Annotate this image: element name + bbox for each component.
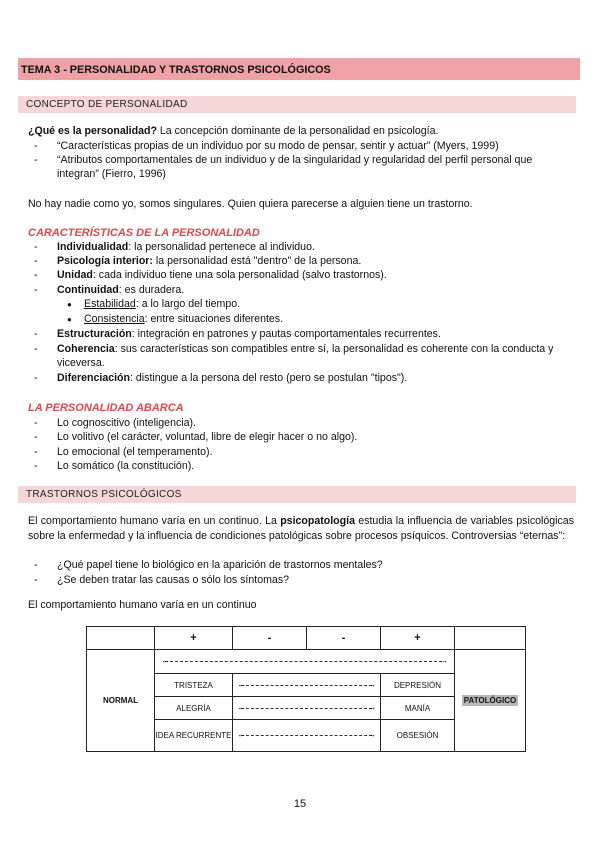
dash: -	[34, 417, 38, 429]
dash: -	[34, 460, 38, 472]
dash: -	[34, 140, 38, 152]
row-left: ALEGRÍA	[155, 697, 233, 720]
patologico-cell	[455, 650, 526, 752]
controversia-item: ¿Se deben tratar las causas o sólo los síntomas?	[57, 574, 290, 586]
psicopatologia-paragraph: El comportamiento humano varía en un continuo. La psicopatología estudia la influencia de variables psicológicas sobre la enfermedad y la influencia de condiciones patológicas sobre procesos psíquicos. Controversias “eternas”:	[28, 515, 574, 542]
section-header-trastornos	[18, 486, 576, 503]
bullet-icon: ●	[67, 315, 72, 324]
page-number: 15	[293, 798, 307, 810]
definition-2: “Atributos comportamentales de un individuo y de la singularidad y regularidad del perfil personal que	[57, 154, 533, 166]
dash: -	[34, 446, 38, 458]
sub-item: Consistencia: entre situaciones diferentes.	[84, 313, 284, 325]
abarca-heading: LA PERSONALIDAD ABARCA	[28, 402, 184, 414]
dash: -	[34, 328, 38, 340]
carac-item: Coherencia: sus características son compatibles entre sí, la personalidad es coherente con la conducta y	[57, 343, 554, 355]
dash: -	[34, 269, 38, 281]
dash: -	[34, 154, 38, 166]
dash: -	[34, 574, 38, 586]
dash: -	[34, 372, 38, 384]
sub-item: Estabilidad: a lo largo del tiempo.	[84, 298, 241, 310]
carac-item: Continuidad: es duradera.	[57, 284, 185, 296]
main-continuum-arrow: ← →	[155, 650, 455, 674]
bullet-icon: ●	[67, 300, 72, 309]
controversia-item: ¿Qué papel tiene lo biológico en la aparición de trastornos mentales?	[57, 559, 383, 571]
carac-item: Psicología interior: la personalidad está "dentro" de la persona.	[57, 255, 362, 267]
carac-item: Individualidad: la personalidad pertenece al individuo.	[57, 241, 315, 253]
page-title: TEMA 3 - PERSONALIDAD Y TRASTORNOS PSICOLÓGICOS	[21, 64, 331, 76]
question-line	[28, 125, 438, 138]
abarca-item: Lo somático (la constitución).	[57, 460, 195, 472]
dash: -	[34, 284, 38, 296]
definition-2-cont: integran” (Fierro, 1996)	[57, 168, 166, 180]
carac-item-cont: viceversa.	[57, 357, 105, 369]
definition-1: “Características propias de un individuo por su modo de pensar, sentir y actuar” (Myers, 1999)	[57, 140, 499, 152]
header-minus: -	[233, 627, 307, 650]
row-arrow: ← →	[233, 720, 381, 752]
row-right: OBSESIÓN	[381, 720, 455, 752]
abarca-item: Lo emocional (el temperamento).	[57, 446, 213, 458]
singular-statement: No hay nadie como yo, somos singulares. Quien quiera parecerse a alguien tiene un trastorno.	[28, 198, 473, 210]
row-left: IDEA RECURRENTE	[155, 720, 233, 752]
row-arrow: ← →	[233, 674, 381, 697]
row-right: DEPRESIÓN	[381, 674, 455, 697]
title-bar	[18, 58, 580, 80]
section-title: CONCEPTO DE PERSONALIDAD	[26, 99, 188, 110]
dash: -	[34, 431, 38, 443]
continuum-table	[86, 626, 526, 752]
question-bold: ¿Qué es la personalidad?	[28, 125, 157, 137]
dash: -	[34, 255, 38, 267]
section-title: TRASTORNOS PSICOLÓGICOS	[26, 489, 182, 500]
row-arrow: ← →	[233, 697, 381, 720]
question-text: La concepción dominante de la personalidad en psicología.	[156, 125, 439, 137]
section-header-personalidad	[18, 96, 576, 113]
continuo-label: El comportamiento humano varía en un continuo	[28, 599, 257, 611]
abarca-item: Lo volitivo (el carácter, voluntad, libre de elegir hacer o no algo).	[57, 431, 358, 443]
carac-item: Diferenciación: distingue a la persona del resto (pero se postulan "tipos").	[57, 372, 408, 384]
header-minus: -	[307, 627, 381, 650]
carac-item: Unidad: cada individuo tiene una sola personalidad (salvo trastornos).	[57, 269, 387, 281]
header-plus: +	[381, 627, 455, 650]
dash: -	[34, 559, 38, 571]
normal-label: NORMAL	[87, 650, 155, 752]
header-plus: +	[155, 627, 233, 650]
row-right: MANÍA	[381, 697, 455, 720]
abarca-item: Lo cognoscitivo (inteligencia).	[57, 417, 196, 429]
row-left: TRISTEZA	[155, 674, 233, 697]
carac-item: Estructuración: integración en patrones y pautas comportamentales recurrentes.	[57, 328, 441, 340]
dash: -	[34, 241, 38, 253]
patologico-label: PATOLÓGICO	[463, 696, 517, 705]
dash: -	[34, 343, 38, 355]
caracteristicas-heading: CARACTERÍSTICAS DE LA PERSONALIDAD	[28, 227, 260, 239]
